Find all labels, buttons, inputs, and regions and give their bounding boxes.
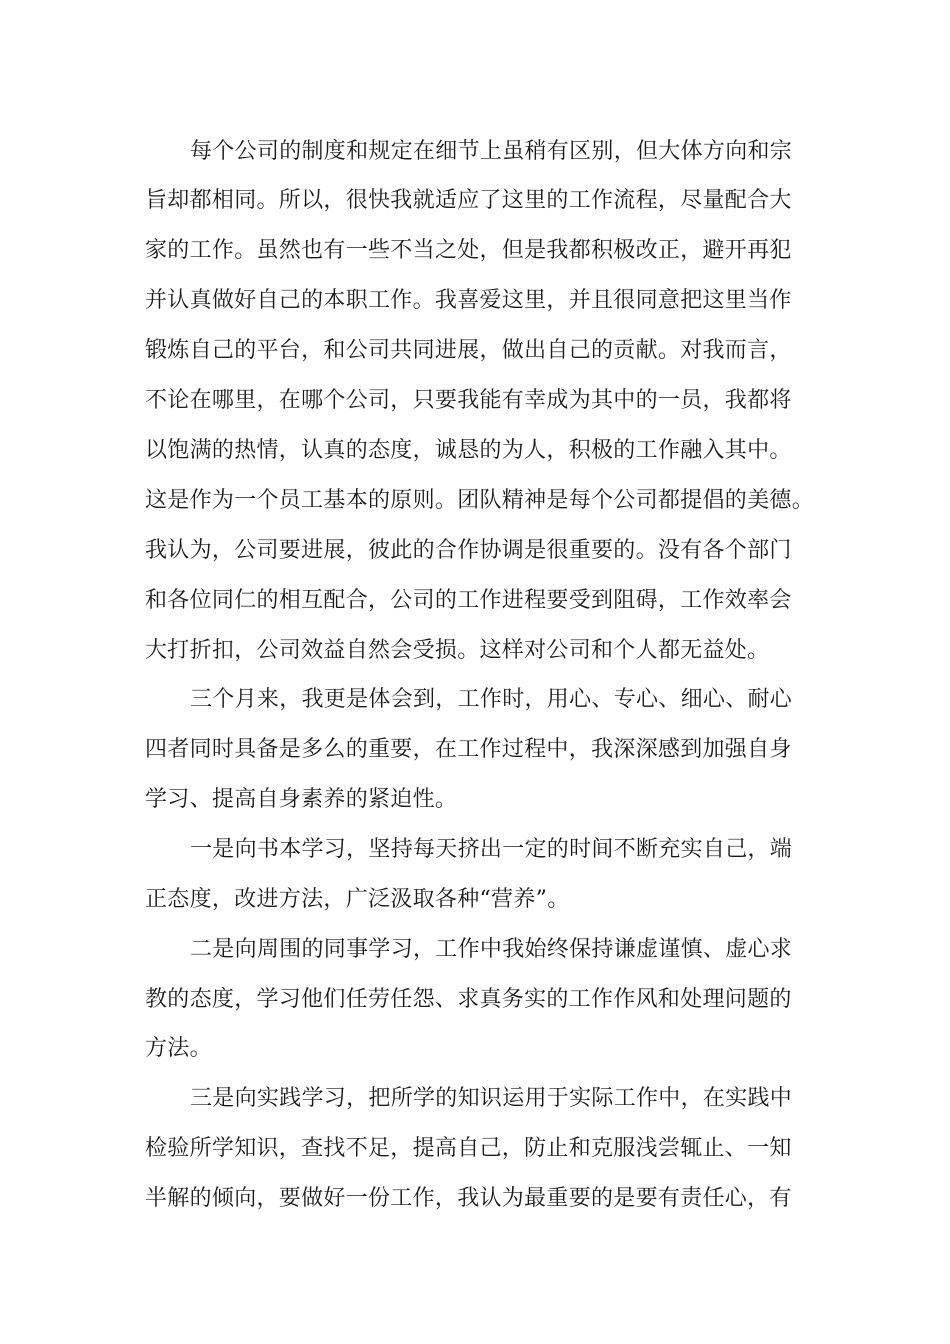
text-line-16: 正态度，改进方法，广泛汲取各种“营养”。 bbox=[145, 887, 570, 912]
text-line-13: 四者同时具备是多么的重要，在工作过程中，我深深感到加强自身 bbox=[145, 737, 792, 762]
text-line-14: 学习、提高自身素养的紧迫性。 bbox=[145, 787, 458, 812]
text-line-5: 锻炼自己的平台，和公司共同进展，做出自己的贡献。对我而言， bbox=[145, 338, 792, 363]
text-line-22: 半解的倾向，要做好一份工作，我认为最重要的是要有责任心，有 bbox=[145, 1186, 792, 1211]
text-line-18: 教的态度，学习他们任劳任怨、求真务实的工作作风和处理问题的 bbox=[145, 987, 792, 1012]
text-line-21: 检验所学知识，查找不足，提高自己，防止和克服浅尝辄止、一知 bbox=[145, 1136, 792, 1161]
text-line-2: 旨却都相同。所以，很快我就适应了这里的工作流程，尽量配合大 bbox=[145, 188, 792, 213]
text-line-17: 二是向周围的同事学习，工作中我始终保持谦虚谨慎、虚心求 bbox=[190, 937, 793, 962]
text-line-3: 家的工作。虽然也有一些不当之处，但是我都积极改正，避开再犯 bbox=[145, 238, 792, 263]
text-line-11: 大打折扣，公司效益自然会受损。这样对公司和个人都无益处。 bbox=[145, 638, 770, 663]
text-line-8: 这是作为一个员工基本的原则。团队精神是每个公司都提倡的美德。 bbox=[145, 488, 815, 513]
text-line-1: 每个公司的制度和规定在细节上虽稍有区别，但大体方向和宗 bbox=[190, 139, 793, 164]
text-line-4: 并认真做好自己的本职工作。我喜爱这里，并且很同意把这里当作 bbox=[145, 288, 792, 313]
text-line-19: 方法。 bbox=[145, 1036, 212, 1061]
text-line-15: 一是向书本学习，坚持每天挤出一定的时间不断充实自己，端 bbox=[190, 837, 793, 862]
text-line-6: 不论在哪里，在哪个公司，只要我能有幸成为其中的一员，我都将 bbox=[145, 388, 792, 413]
text-line-9: 我认为，公司要进展，彼此的合作协调是很重要的。没有各个部门 bbox=[145, 538, 792, 563]
text-line-12: 三个月来，我更是体会到，工作时，用心、专心、细心、耐心 bbox=[190, 687, 793, 712]
text-line-20: 三是向实践学习，把所学的知识运用于实际工作中，在实践中 bbox=[190, 1086, 793, 1111]
text-line-10: 和各位同仁的相互配合，公司的工作进程要受到阻碍，工作效率会 bbox=[145, 588, 792, 613]
text-line-7: 以饱满的热情，认真的态度，诚恳的为人，积极的工作融入其中。 bbox=[145, 438, 792, 463]
